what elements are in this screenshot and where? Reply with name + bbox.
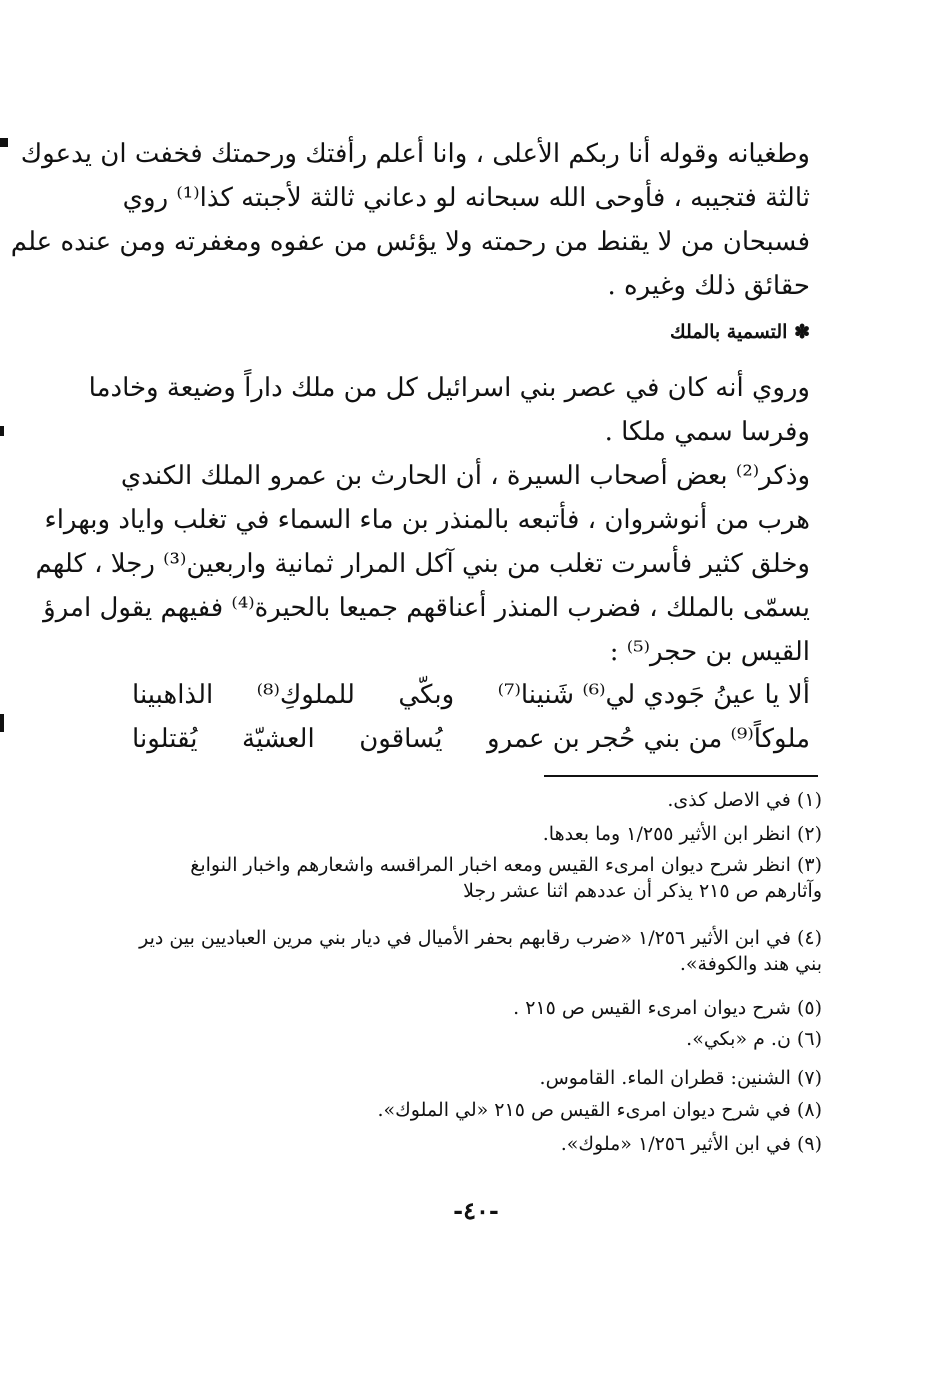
poem-line-2-part-4: يُقتلونا	[132, 724, 198, 754]
scan-edge-mark-middle	[0, 426, 4, 436]
paragraph-3-line-1: وذكر⁽²⁾ بعض أصحاب السيرة ، أن الحارث بن عمرو الملك الكندي	[120, 461, 810, 491]
paragraph-3-line-5: القيس بن حجر⁽⁵⁾ :	[609, 637, 810, 667]
poem-line-1-part-2: وبكّي	[398, 680, 455, 710]
footnote-3: (٣) انظر شرح ديوان امرىء القيس ومعه اخبار المراقسه واشعارهم واخبار النوابغ وآثارهم ص ٢١٥ يذكر أن عددهم اثنا عشر رجلا	[190, 854, 822, 902]
poem-line-1-part-4: الذاهبينا	[132, 680, 214, 710]
section-heading: ✽ التسمية بالملك	[670, 321, 810, 343]
paragraph-3-line-4: يسمّى بالملك ، فضرب المنذر أعناقهم جميعا بالحيرة⁽⁴⁾ ففيهم يقول امرؤ	[43, 593, 810, 623]
poem-line-2	[132, 718, 810, 760]
footnote-9: (٩) في ابن الأثير ١/٢٥٦ «ملوك».	[560, 1133, 822, 1155]
paragraph-2-line-2: وفرسا سمي ملكا .	[604, 417, 810, 447]
poem-line-1	[132, 674, 810, 716]
scan-edge-mark-top	[0, 138, 8, 147]
footnote-4: (٤) في ابن الأثير ١/٢٥٦ «ضرب رقابهم بحفر الأميال في ديار بني مرين العباديين بين دير بني هند والكوفة».	[139, 927, 822, 975]
poem-line-1-part-3: للملوكِ⁽⁸⁾	[256, 680, 355, 710]
scan-edge-mark-lower	[0, 714, 4, 732]
poem-line-2-part-3: العشيّة	[242, 724, 315, 754]
poem-line-2-part-1: ملوكاً⁽⁹⁾ من بني حُجر بن عمرو	[487, 724, 810, 754]
poem-line-2-part-2: يُساقون	[359, 724, 443, 754]
paragraph-1-line-2: ثالثة فتجيبه ، فأوحى الله سبحانه لو دعاني ثالثة لأجبته كذا⁽¹⁾ روي	[122, 183, 810, 213]
paragraph-2-line-1: وروي أنه كان في عصر بني اسرائيل كل من ملك داراً وضيعة وخادما	[88, 373, 810, 403]
page-number: -٤٠-	[453, 1196, 499, 1225]
footnote-2: (٢) انظر ابن الأثير ١/٢٥٥ وما بعدها.	[542, 823, 822, 845]
footnote-1: (١) في الاصل كذى.	[667, 789, 822, 811]
footnote-5: (٥) شرح ديوان امرىء القيس ص ٢١٥ .	[513, 997, 822, 1019]
footnote-8: (٨) في شرح ديوان امرىء القيس ص ٢١٥ «لي الملوك».	[377, 1099, 822, 1121]
paragraph-1-line-1: وطغيانه وقوله أنا ربكم الأعلى ، وانا أعلم رأفتك ورحمتك فخفت ان يدعوك	[20, 139, 810, 169]
paragraph-1-line-3: فسبحان من لا يقنط من رحمته ولا يؤئس من عفوه ومغفرته ومن عنده علم	[10, 227, 810, 257]
footnote-6: (٦) ن. م «بكي».	[686, 1028, 822, 1050]
paragraph-3-line-2: هرب من أنوشروان ، فأتبعه بالمنذر بن ماء السماء في تغلب واياد وبهراء	[44, 505, 810, 535]
paragraph-3-line-3: وخلق كثير فأسرت تغلب من بني آكل المرار ثمانية واربعين⁽³⁾ رجلا ، كلهم	[35, 549, 810, 579]
footnote-separator	[544, 775, 818, 777]
footnote-7: (٧) الشنين: قطران الماء. القاموس.	[539, 1067, 822, 1089]
paragraph-1-line-4: حقائق ذلك وغيره .	[607, 271, 810, 301]
poem-line-1-part-1: ألا يا عينُ جَودي لي⁽⁶⁾ شَنينا⁽⁷⁾	[497, 680, 810, 710]
